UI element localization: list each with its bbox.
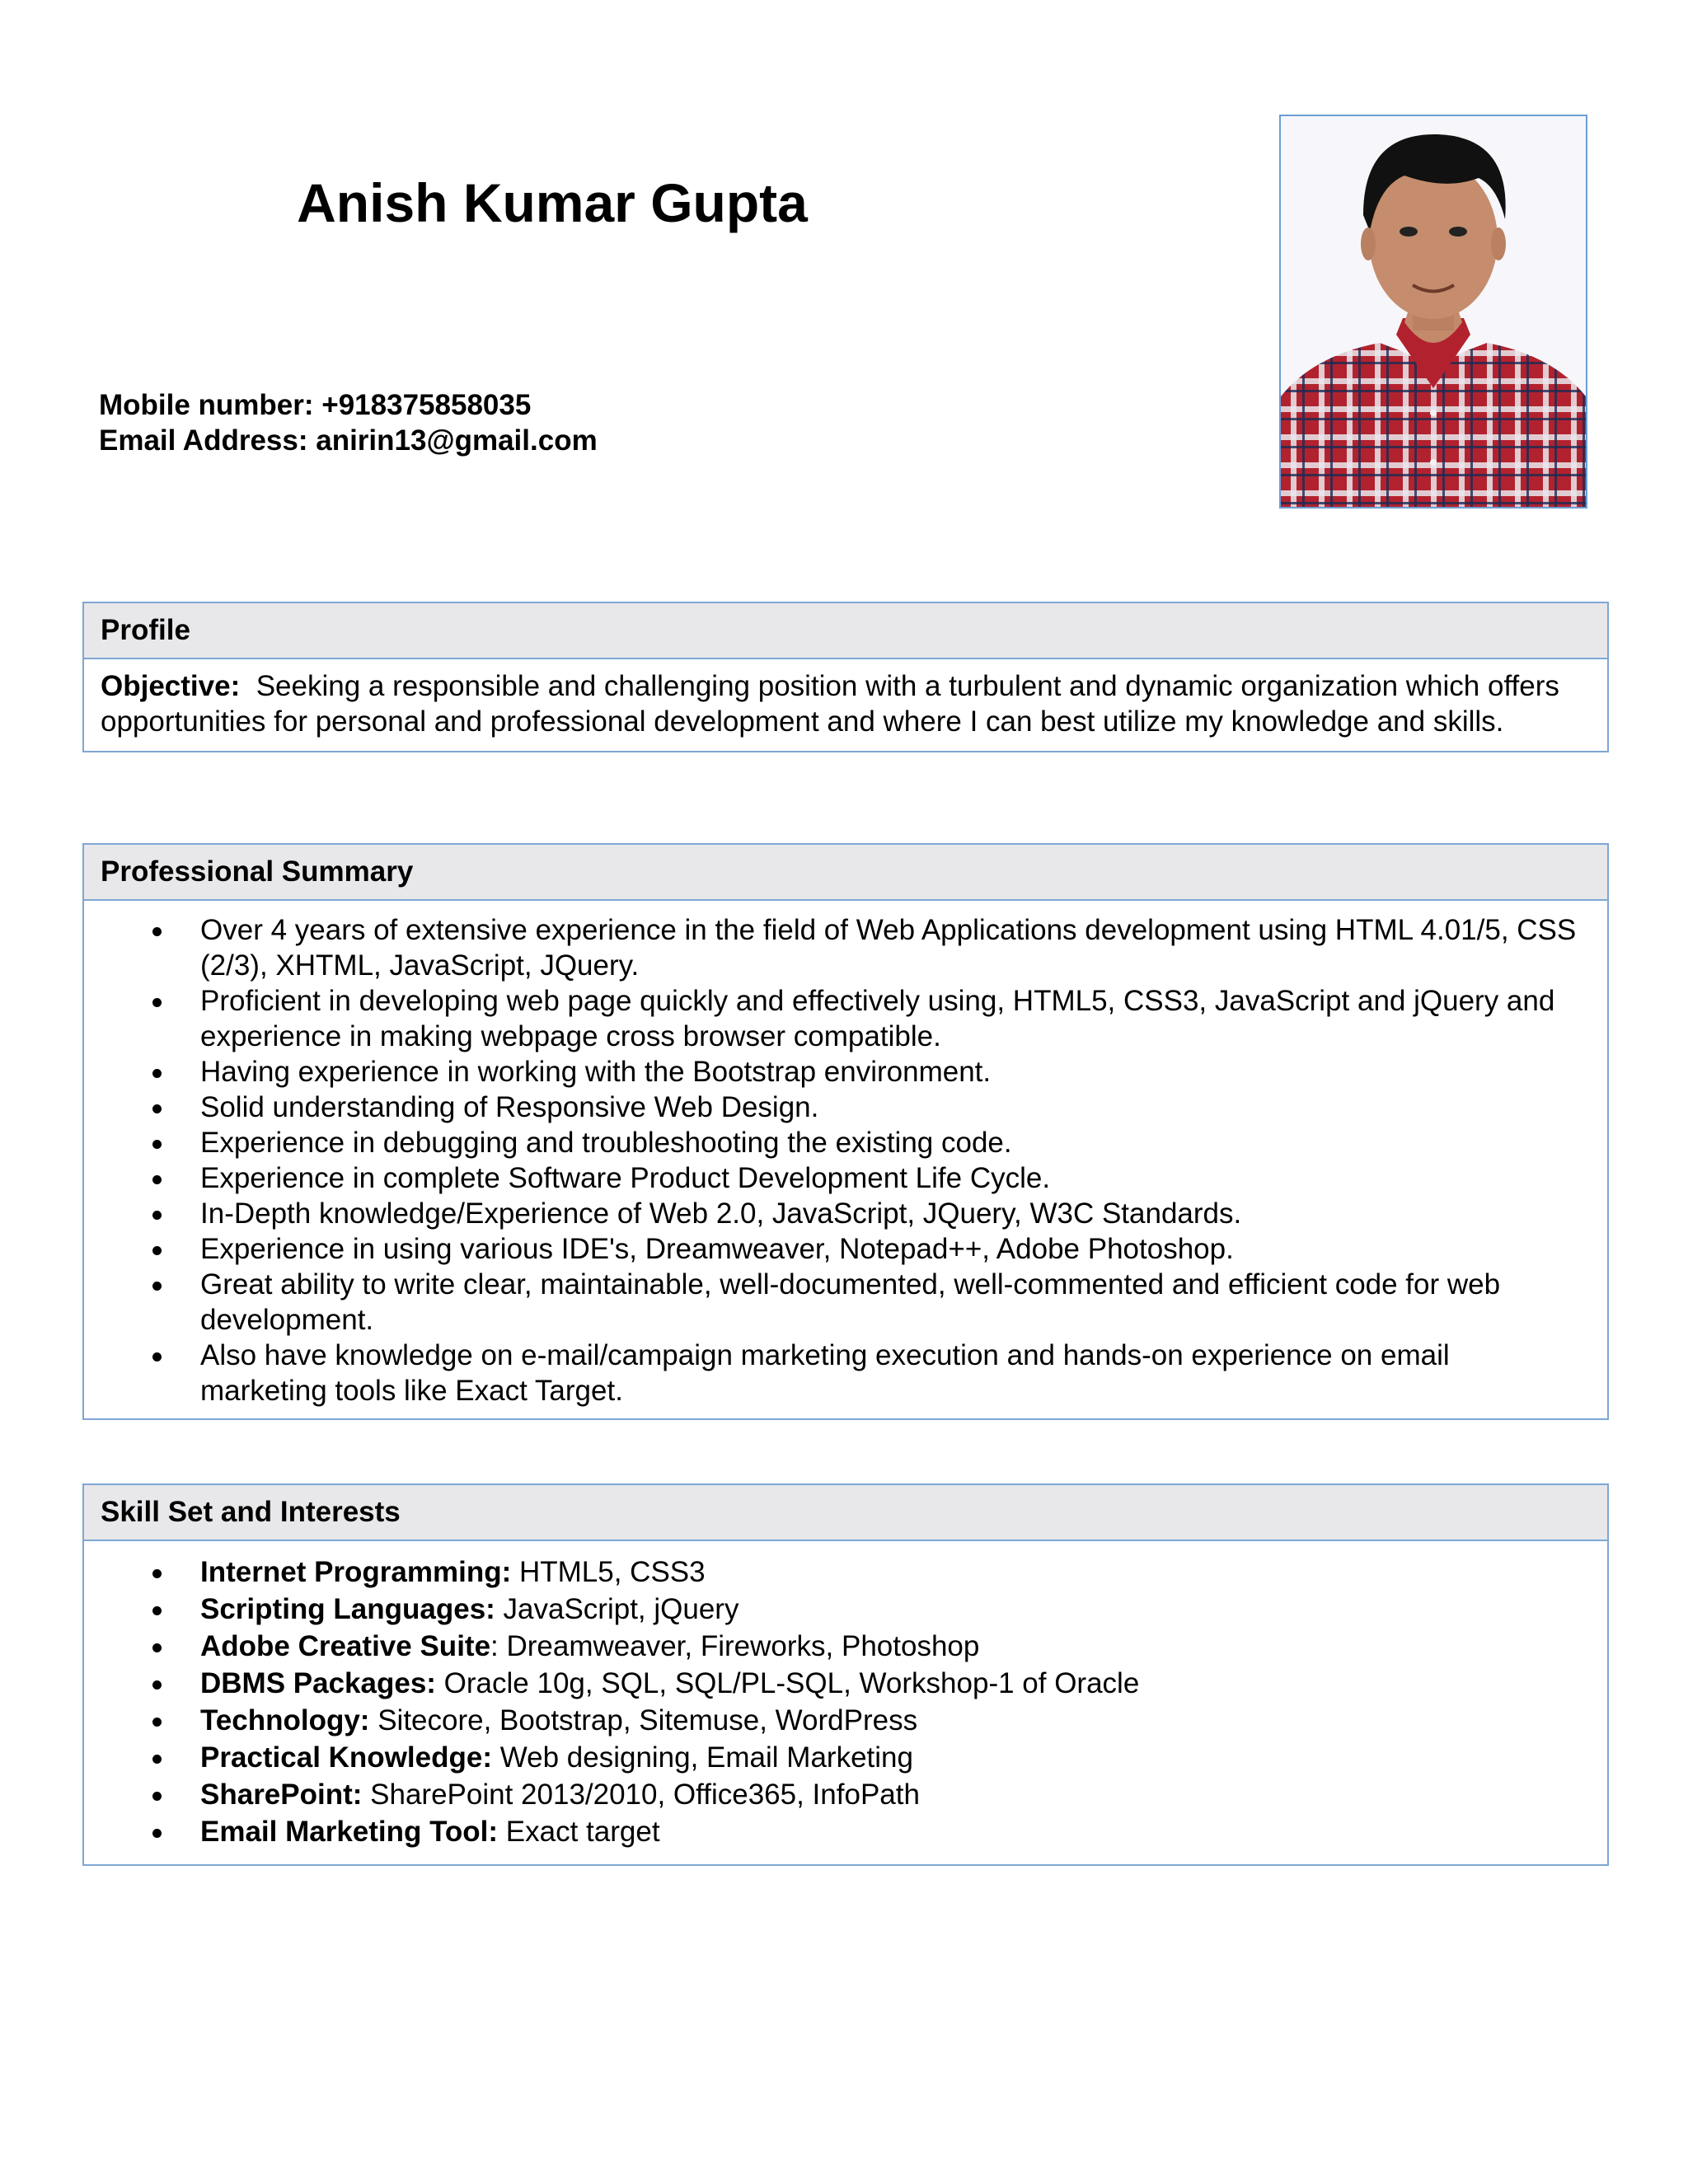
bullet-icon <box>152 1069 162 1078</box>
bullet-icon <box>152 1606 162 1615</box>
list-item: Technology: Sitecore, Bootstrap, Sitemuse, WordPress <box>84 1703 1582 1738</box>
objective-paragraph <box>84 659 1607 751</box>
list-item: Email Marketing Tool: Exact target <box>84 1814 1582 1849</box>
professional-summary-section <box>82 843 1609 1420</box>
bullet-icon <box>152 927 162 936</box>
bullet-icon <box>152 1680 162 1690</box>
skills-section-title: Skill Set and Interests <box>84 1485 1607 1541</box>
list-item: Adobe Creative Suite: Dreamweaver, Fireworks, Photoshop <box>84 1629 1582 1664</box>
list-item: Over 4 years of extensive experience in the field of Web Applications development using HTML 4.01/5, CSS (2/3), XHTML, JavaScript, JQuery. <box>84 912 1582 983</box>
bullet-icon <box>152 1352 162 1361</box>
bullet-icon <box>152 1104 162 1113</box>
list-item: Scripting Languages: JavaScript, jQuery <box>84 1591 1582 1627</box>
bullet-icon <box>152 1829 162 1838</box>
list-item: Practical Knowledge: Web designing, Email Marketing <box>84 1740 1582 1775</box>
email-address: Email Address: anirin13@gmail.com <box>99 424 598 457</box>
contact-block <box>99 387 598 458</box>
bullet-icon <box>152 1643 162 1652</box>
summary-section-title: Professional Summary <box>84 845 1607 901</box>
list-item: Great ability to write clear, maintainable, well-documented, well-commented and efficient code for web development. <box>84 1267 1582 1338</box>
skills-list <box>84 1541 1607 1864</box>
bullet-icon <box>152 1282 162 1291</box>
list-item: Experience in complete Software Product Development Life Cycle. <box>84 1160 1582 1196</box>
bullet-icon <box>152 1755 162 1764</box>
profile-section <box>82 602 1609 752</box>
list-item: Experience in debugging and troubleshooting the existing code. <box>84 1125 1582 1160</box>
list-item: SharePoint: SharePoint 2013/2010, Office365, InfoPath <box>84 1777 1582 1812</box>
bullet-icon <box>152 1718 162 1727</box>
list-item: In-Depth knowledge/Experience of Web 2.0, JavaScript, JQuery, W3C Standards. <box>84 1196 1582 1231</box>
candidate-name: Anish Kumar Gupta <box>297 172 808 233</box>
list-item: Internet Programming: HTML5, CSS3 <box>84 1554 1582 1590</box>
bullet-icon <box>152 1140 162 1149</box>
skills-section <box>82 1483 1609 1866</box>
list-item: DBMS Packages: Oracle 10g, SQL, SQL/PL-SQL, Workshop-1 of Oracle <box>84 1666 1582 1701</box>
bullet-icon <box>152 1569 162 1578</box>
bullet-icon <box>152 1246 162 1255</box>
mobile-number: Mobile number: +918375858035 <box>99 389 532 421</box>
list-item: Solid understanding of Responsive Web Design. <box>84 1090 1582 1125</box>
objective-label: Objective: <box>101 670 241 702</box>
list-item: Also have knowledge on e-mail/campaign marketing execution and hands-on experience on email marketing tools like Exact Target. <box>84 1338 1582 1408</box>
bullet-icon <box>152 1211 162 1220</box>
list-item: Having experience in working with the Bootstrap environment. <box>84 1054 1582 1090</box>
objective-text: Seeking a responsible and challenging position with a turbulent and dynamic organization which offers opportunities for personal and professional development and where I can best utilize my knowledge and skills. <box>101 670 1559 738</box>
bullet-icon <box>152 998 162 1007</box>
bullet-icon <box>152 1175 162 1184</box>
list-item: Experience in using various IDE's, Dreamweaver, Notepad++, Adobe Photoshop. <box>84 1231 1582 1267</box>
profile-section-title: Profile <box>84 603 1607 659</box>
list-item: Proficient in developing web page quickly and effectively using, HTML5, CSS3, JavaScript and jQuery and experience in making webpage cross browser compatible. <box>84 983 1582 1054</box>
bullet-icon <box>152 1792 162 1801</box>
summary-list <box>84 901 1607 1418</box>
profile-photo <box>1279 115 1587 509</box>
